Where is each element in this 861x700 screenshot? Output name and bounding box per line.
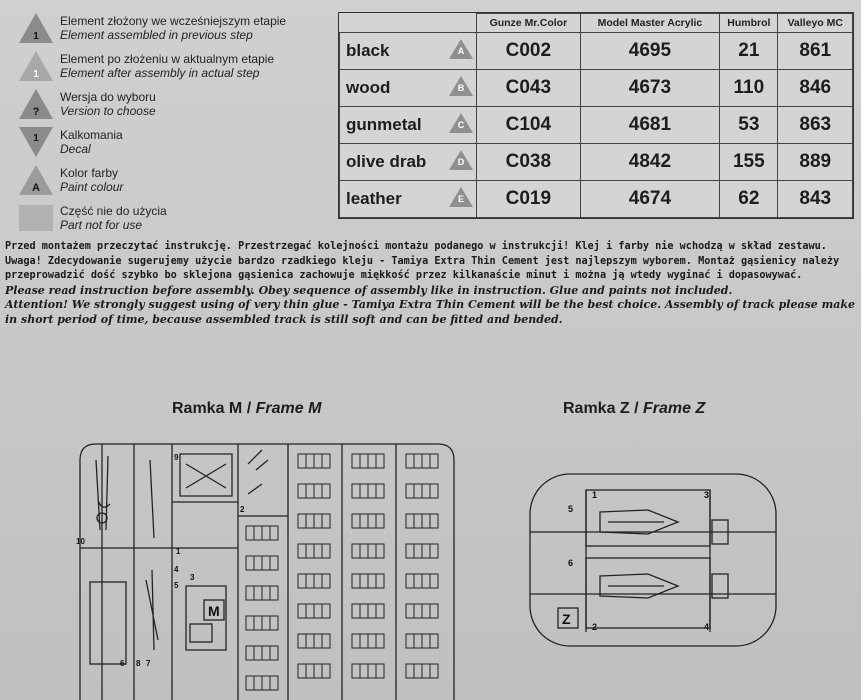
svg-text:2: 2 xyxy=(240,505,245,514)
color-name: olive drab xyxy=(340,144,447,181)
frame-m-sprue xyxy=(62,440,462,700)
frame-m-title: Ramka M / Frame M xyxy=(172,400,322,417)
symbol-legend xyxy=(14,10,314,238)
triangle-up-number-icon xyxy=(18,50,54,82)
svg-text:M: M xyxy=(208,603,220,619)
legend-label-en: Part not for use xyxy=(60,218,143,232)
legend-label-pl: Kolor farby xyxy=(60,166,119,180)
triangle-up-letter-icon: B xyxy=(448,75,474,97)
table-row xyxy=(340,70,853,107)
legend-item-paint xyxy=(14,162,314,200)
triangle-up-letter-icon: C xyxy=(448,112,474,134)
legend-item-actual-step xyxy=(14,48,314,86)
legend-item-previous-step xyxy=(14,10,314,48)
table-row xyxy=(340,33,853,70)
assembly-instructions xyxy=(5,240,855,328)
svg-text:1: 1 xyxy=(176,547,181,556)
paint-color-table xyxy=(338,12,854,219)
svg-text:A: A xyxy=(32,182,40,194)
instruction-pl-2: Uwaga! Zdecydowanie sugerujemy użycie bardzo rzadkiego kleju - Tamiya Extra Thin Cement jest najlepszym wyborem. Montaż gąsienicy należy przeprowadzić dość szybko bo sklejona gąsienica zachowuje miękkość przez kilkanaście minut i można ją wtedy wyginać i dopasowywać. xyxy=(5,255,840,282)
mma-code: 4695 xyxy=(580,33,719,70)
legend-label-en: Element assembled in previous step xyxy=(60,28,253,42)
triangle-up-letter-icon: A xyxy=(448,38,474,60)
legend-label-en: Element after assembly in actual step xyxy=(60,66,260,80)
legend-label-en: Paint colour xyxy=(60,180,124,194)
legend-item-not-used xyxy=(14,200,314,238)
legend-label-pl: Wersja do wyboru xyxy=(60,90,156,104)
triangle-up-letter-icon: E xyxy=(448,186,474,208)
gunze-code: C104 xyxy=(477,107,581,144)
gunze-code: C043 xyxy=(477,70,581,107)
legend-label-en: Decal xyxy=(60,142,91,156)
triangle-up-letter-icon xyxy=(18,164,54,196)
header-model-master: Model Master Acrylic xyxy=(580,14,719,33)
table-row xyxy=(340,144,853,181)
humbrol-code: 21 xyxy=(720,33,778,70)
color-name: wood xyxy=(340,70,447,107)
gray-square-icon xyxy=(18,202,54,234)
header-humbrol: Humbrol xyxy=(720,14,778,33)
legend-item-decal xyxy=(14,124,314,162)
instruction-en-2: Attention! We strongly suggest using of very thin glue - Tamiya Extra Thin Cement will be the best choice. Assembly of track please make in short period of time, because assembled track is still soft and can be fitted and bended. xyxy=(5,298,855,326)
svg-text:7: 7 xyxy=(146,659,151,668)
color-name: black xyxy=(340,33,447,70)
svg-text:1: 1 xyxy=(33,69,39,80)
legend-label-en: Version to choose xyxy=(60,104,156,118)
triangle-down-number-icon xyxy=(18,126,54,158)
svg-text:1: 1 xyxy=(592,490,598,500)
triangle-up-number-icon xyxy=(18,12,54,44)
header-vallejo: Valleyo MC xyxy=(778,14,853,33)
gunze-code: C019 xyxy=(477,181,581,218)
svg-text:5: 5 xyxy=(568,504,574,514)
legend-item-version xyxy=(14,86,314,124)
svg-text:1: 1 xyxy=(33,133,39,144)
svg-text:3: 3 xyxy=(704,490,710,500)
vallejo-code: 863 xyxy=(778,107,853,144)
triangle-up-question-icon xyxy=(18,88,54,120)
svg-text:2: 2 xyxy=(592,622,598,632)
legend-label-pl: Kalkomania xyxy=(60,128,123,142)
color-name: gunmetal xyxy=(340,107,447,144)
svg-text:Z: Z xyxy=(562,611,571,627)
instruction-pl-1: Przed montażem przeczytać instrukcję. Przestrzegać kolejności montażu podanego w instrukcji! Klej i farby nie wchodzą w skład zestawu. xyxy=(5,241,827,252)
instruction-en-1: Please read instruction before assembly. Obey sequence of assembly like in instruction. Glue and paints not included. xyxy=(5,283,733,297)
triangle-up-letter-icon: D xyxy=(448,149,474,171)
mma-code: 4673 xyxy=(580,70,719,107)
vallejo-code: 843 xyxy=(778,181,853,218)
svg-text:8: 8 xyxy=(136,659,141,668)
frame-z-title: Ramka Z / Frame Z xyxy=(563,400,706,417)
svg-text:3: 3 xyxy=(190,573,195,582)
svg-text:6: 6 xyxy=(568,558,574,568)
legend-label-pl: Element po złożeniu w aktualnym etapie xyxy=(60,52,275,66)
color-name: leather xyxy=(340,181,447,218)
mma-code: 4842 xyxy=(580,144,719,181)
svg-text:10: 10 xyxy=(76,537,85,546)
svg-text:?: ? xyxy=(32,106,40,118)
legend-label-pl: Element złożony we wcześniejszym etapie xyxy=(60,14,287,28)
table-row xyxy=(340,107,853,144)
legend-label-pl: Część nie do użycia xyxy=(60,204,167,218)
humbrol-code: 53 xyxy=(720,107,778,144)
frame-z-sprue xyxy=(528,472,780,650)
vallejo-code: 861 xyxy=(778,33,853,70)
mma-code: 4674 xyxy=(580,181,719,218)
svg-text:5: 5 xyxy=(174,581,179,590)
humbrol-code: 62 xyxy=(720,181,778,218)
vallejo-code: 846 xyxy=(778,70,853,107)
mma-code: 4681 xyxy=(580,107,719,144)
svg-text:4: 4 xyxy=(174,565,179,574)
gunze-code: C038 xyxy=(477,144,581,181)
svg-text:9: 9 xyxy=(174,453,179,462)
humbrol-code: 155 xyxy=(720,144,778,181)
header-gunze: Gunze Mr.Color xyxy=(477,14,581,33)
table-row xyxy=(340,181,853,218)
vallejo-code: 889 xyxy=(778,144,853,181)
gunze-code: C002 xyxy=(477,33,581,70)
svg-text:1: 1 xyxy=(33,31,39,42)
svg-text:6: 6 xyxy=(120,659,125,668)
humbrol-code: 110 xyxy=(720,70,778,107)
svg-text:4: 4 xyxy=(704,622,710,632)
